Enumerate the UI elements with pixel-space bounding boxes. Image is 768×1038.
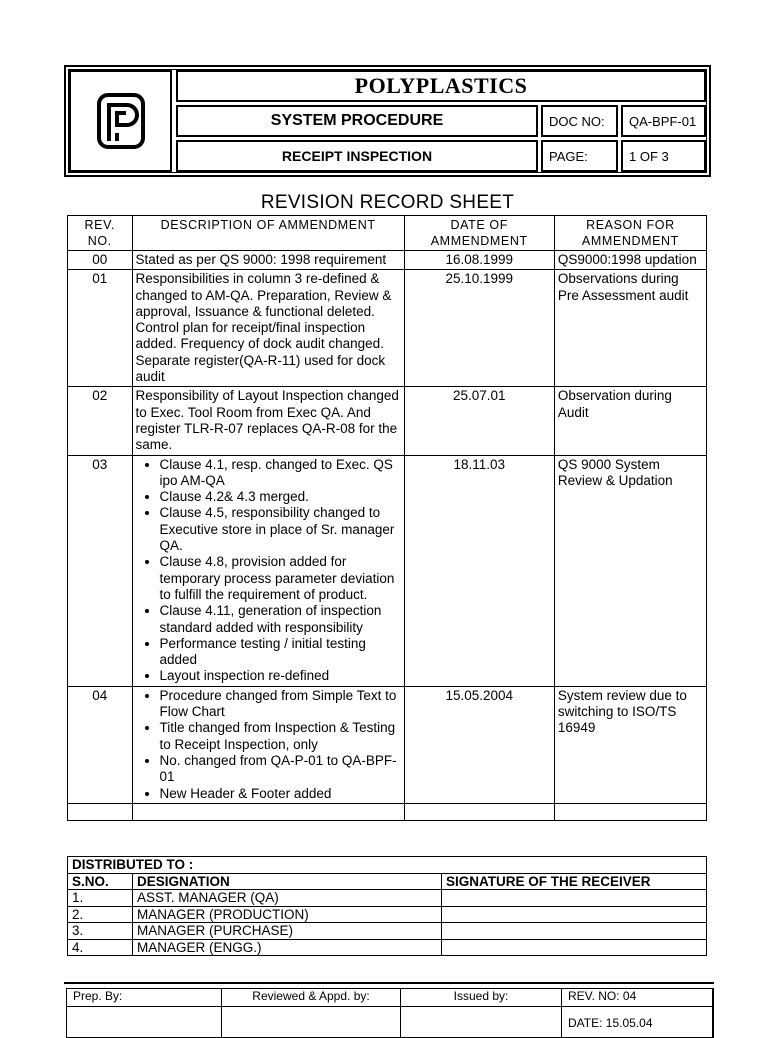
revision-row xyxy=(68,686,707,803)
rev-reason: QS9000:1998 updation xyxy=(554,251,706,270)
footer-row xyxy=(67,1007,714,1038)
rev-description: Responsibility of Layout Inspection changed to Exec. Tool Room from Exec QA. And register TLR-R-07 replaces QA-R-08 for the same. xyxy=(132,387,404,455)
rev-no: 01 xyxy=(68,270,133,387)
revision-row xyxy=(68,251,707,270)
rev-date: 25.07.01 xyxy=(404,387,554,455)
rev-bullet: • No. changed from QA-P-01 to QA-BPF-01 xyxy=(160,753,401,786)
dist-designation: MANAGER (PURCHASE) xyxy=(133,923,442,940)
rev-bullet: • Clause 4.8, provision added for temporary process parameter deviation to fulfill the requirement of product. xyxy=(160,554,401,603)
rev-bullet: • Performance testing / initial testing added xyxy=(160,636,401,669)
revision-row xyxy=(68,270,707,387)
dist-signature xyxy=(442,923,707,940)
dist-sno: 1. xyxy=(68,890,133,907)
col-signature: SIGNATURE OF THE RECEIVER xyxy=(442,873,707,890)
rev-bullet: • Clause 4.11, generation of inspection standard added with responsibility xyxy=(160,603,401,636)
reviewed-by-label: Reviewed & Appd. by: xyxy=(222,989,401,1007)
dist-designation: ASST. MANAGER (QA) xyxy=(133,890,442,907)
rev-description xyxy=(132,455,404,686)
rev-no: 00 xyxy=(68,251,133,270)
rev-reason: Observation during Audit xyxy=(554,387,706,455)
rev-bullet: • Clause 4.5, responsibility changed to Executive store in place of Sr. manager QA. xyxy=(160,505,401,554)
distribution-title-row xyxy=(68,857,707,874)
distribution-row xyxy=(68,923,707,940)
rev-no: 04 xyxy=(68,686,133,803)
dist-designation: MANAGER (PRODUCTION) xyxy=(133,906,442,923)
dist-signature xyxy=(442,939,707,956)
revision-table-header xyxy=(68,216,707,251)
rev-reason: QS 9000 System Review & Updation xyxy=(554,455,706,686)
rev-date: 18.11.03 xyxy=(404,455,554,686)
rev-date: 15.05.2004 xyxy=(404,686,554,803)
page-value: 1 OF 3 xyxy=(621,140,706,172)
document-header xyxy=(64,65,711,177)
rev-bullet-list xyxy=(136,688,401,802)
dist-sno: 3. xyxy=(68,923,133,940)
col-designation: DESIGNATION xyxy=(133,873,442,890)
empty-cell xyxy=(404,803,554,820)
col-reason: REASON FOR AMMENDMENT xyxy=(554,216,706,251)
rev-date: 16.08.1999 xyxy=(404,251,554,270)
footer-table xyxy=(66,988,714,1038)
company-logo-cell xyxy=(69,70,172,172)
prep-by-label: Prep. By: xyxy=(67,989,222,1007)
prep-by-value xyxy=(67,1007,222,1038)
distribution-title: DISTRIBUTED TO : xyxy=(68,857,707,874)
company-name: POLYPLASTICS xyxy=(176,70,706,102)
rev-bullet: • Layout inspection re-defined xyxy=(160,668,401,684)
empty-cell xyxy=(554,803,706,820)
distribution-header xyxy=(68,873,707,890)
document-title: RECEIPT INSPECTION xyxy=(176,140,538,172)
distribution-row xyxy=(68,939,707,956)
dist-signature xyxy=(442,906,707,923)
issued-by-value xyxy=(401,1007,562,1038)
footer-divider xyxy=(64,982,714,984)
col-sno: S.NO. xyxy=(68,873,133,890)
rev-bullet-list xyxy=(136,457,401,685)
dist-sno: 2. xyxy=(68,906,133,923)
rev-reason: Observations during Pre Assessment audit xyxy=(554,270,706,387)
revision-row xyxy=(68,387,707,455)
rev-bullet: • Clause 4.2& 4.3 merged. xyxy=(160,489,401,505)
doc-no-value: QA-BPF-01 xyxy=(621,105,706,137)
rev-description xyxy=(132,686,404,803)
rev-reason: System review due to switching to ISO/TS 16949 xyxy=(554,686,706,803)
distribution-row xyxy=(68,906,707,923)
revision-table xyxy=(67,215,707,821)
rev-bullet: • Title changed from Inspection & Testing to Receipt Inspection, only xyxy=(160,720,401,753)
rev-no: 03 xyxy=(68,455,133,686)
footer-row xyxy=(67,989,714,1007)
page-label: PAGE: xyxy=(541,140,618,172)
doc-no-label: DOC NO: xyxy=(541,105,618,137)
distribution-row xyxy=(68,890,707,907)
distribution-table xyxy=(67,856,707,956)
revision-row xyxy=(68,455,707,686)
rev-bullet: • Clause 4.1, resp. changed to Exec. QS ipo AM-QA xyxy=(160,457,401,490)
empty-cell xyxy=(68,803,133,820)
rev-no-label: REV. NO: 04 xyxy=(562,989,714,1007)
empty-cell xyxy=(132,803,404,820)
rev-bullet: • New Header & Footer added xyxy=(160,786,401,802)
dist-sno: 4. xyxy=(68,939,133,956)
date-label: DATE: 15.05.04 xyxy=(562,1007,714,1038)
dist-signature xyxy=(442,890,707,907)
revision-sheet-title: REVISION RECORD SHEET xyxy=(260,192,515,213)
col-date: DATE OF AMMENDMENT xyxy=(404,216,554,251)
rev-description: Stated as per QS 9000: 1998 requirement xyxy=(132,251,404,270)
rev-date: 25.10.1999 xyxy=(404,270,554,387)
col-description: DESCRIPTION OF AMMENDMENT xyxy=(132,216,404,251)
rev-description: Responsibilities in column 3 re-defined & changed to AM-QA. Preparation, Review & approval, Issuance & functional deleted. Control plan for receipt/final inspection added. Frequency of dock audit changed. Separate register(QA-R-11) used for dock audit xyxy=(132,270,404,387)
rev-no: 02 xyxy=(68,387,133,455)
document-type: SYSTEM PROCEDURE xyxy=(176,105,538,137)
dist-designation: MANAGER (ENGG.) xyxy=(133,939,442,956)
polyplastics-logo-icon xyxy=(97,93,145,149)
col-rev-no: REV. NO. xyxy=(68,216,133,251)
revision-row-empty xyxy=(68,803,707,820)
reviewed-by-value xyxy=(222,1007,401,1038)
issued-by-label: Issued by: xyxy=(401,989,562,1007)
rev-bullet: • Procedure changed from Simple Text to Flow Chart xyxy=(160,688,401,721)
